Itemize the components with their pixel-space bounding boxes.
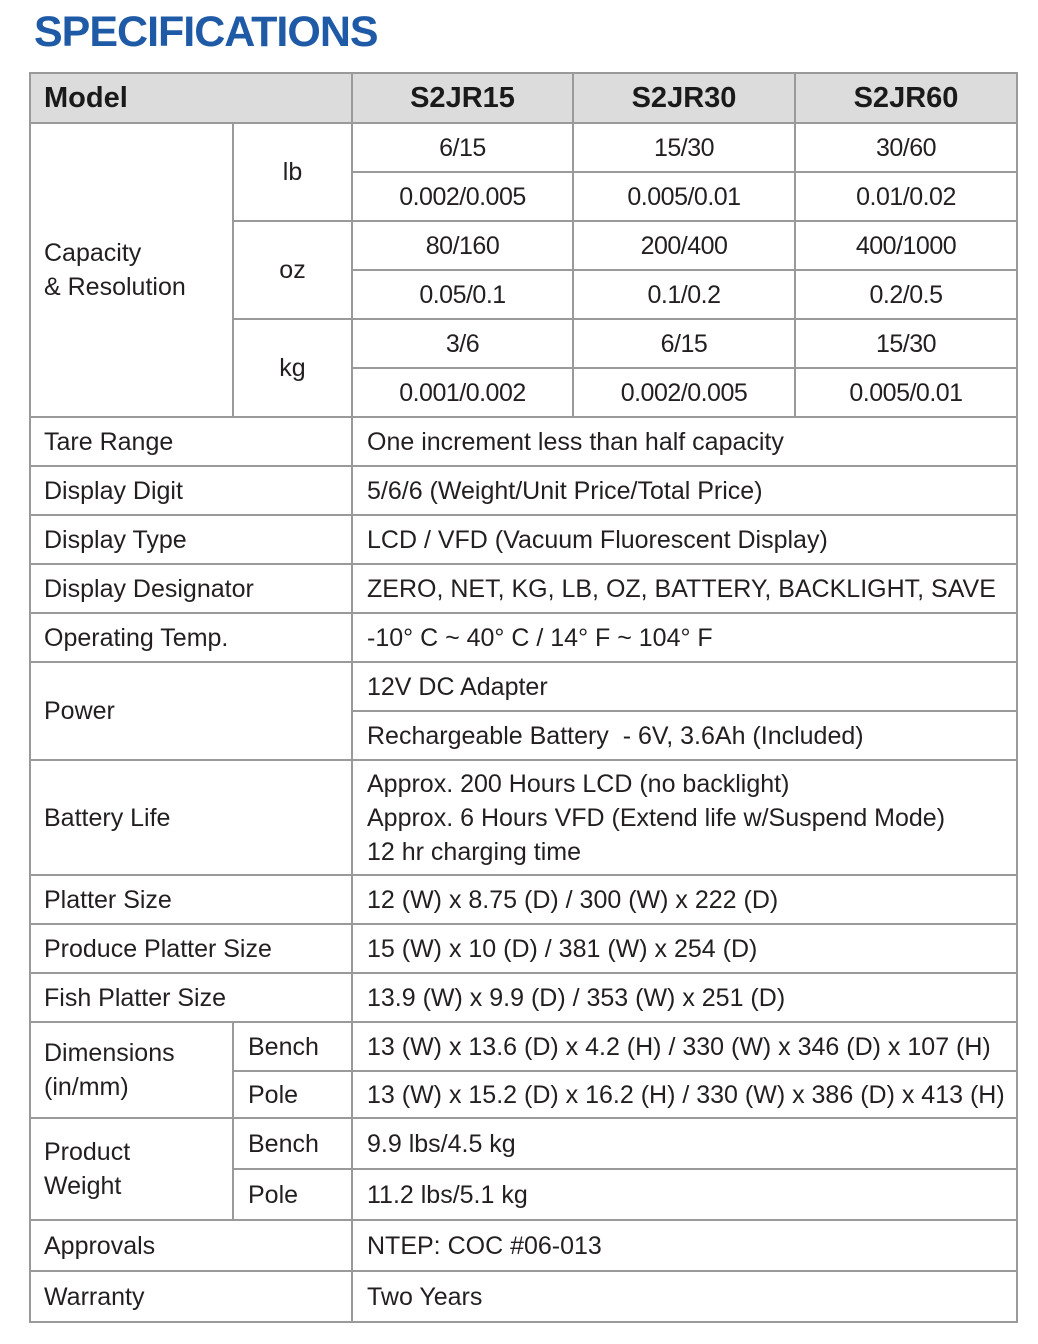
table-row xyxy=(30,760,1017,875)
table-row xyxy=(30,1118,1017,1169)
resolution-cell: 0.005/0.01 xyxy=(573,172,795,221)
resolution-cell: 0.2/0.5 xyxy=(795,270,1017,319)
table-row xyxy=(30,123,1017,172)
capacity-label-line2: & Resolution xyxy=(44,273,186,301)
resolution-cell: 0.002/0.005 xyxy=(352,172,573,221)
produce-platter-label: Produce Platter Size xyxy=(30,924,352,973)
dimensions-label-line2: (in/mm) xyxy=(44,1073,129,1101)
capacity-cell: 400/1000 xyxy=(795,221,1017,270)
power-value-battery: Rechargeable Battery - 6V, 3.6Ah (Included) xyxy=(352,711,1017,760)
table-row xyxy=(30,564,1017,613)
produce-platter-value: 15 (W) x 10 (D) / 381 (W) x 254 (D) xyxy=(352,924,1017,973)
product-weight-label-line2: Weight xyxy=(44,1172,122,1200)
product-weight-bench-label: Bench xyxy=(233,1118,352,1169)
header-model-s2jr30: S2JR30 xyxy=(573,73,795,123)
warranty-value: Two Years xyxy=(352,1271,1017,1322)
display-type-label: Display Type xyxy=(30,515,352,564)
battery-life-line: 12 hr charging time xyxy=(367,837,582,866)
dimensions-bench-label: Bench xyxy=(233,1022,352,1071)
table-header-row xyxy=(30,73,1017,123)
header-model-s2jr60: S2JR60 xyxy=(795,73,1017,123)
specifications-table xyxy=(29,72,1018,1323)
resolution-cell: 0.1/0.2 xyxy=(573,270,795,319)
battery-life-line: Approx. 6 Hours VFD (Extend life w/Suspend Mode) xyxy=(367,803,946,832)
battery-life-value xyxy=(352,760,1017,875)
platter-size-label: Platter Size xyxy=(30,875,352,924)
warranty-label: Warranty xyxy=(30,1271,352,1322)
table-row xyxy=(30,613,1017,662)
capacity-cell: 3/6 xyxy=(352,319,573,368)
operating-temp-value: -10° C ~ 40° C / 14° F ~ 104° F xyxy=(352,613,1017,662)
product-weight-pole-label: Pole xyxy=(233,1169,352,1220)
platter-size-value: 12 (W) x 8.75 (D) / 300 (W) x 222 (D) xyxy=(352,875,1017,924)
display-designator-value: ZERO, NET, KG, LB, OZ, BATTERY, BACKLIGHT, SAVE xyxy=(352,564,1017,613)
resolution-cell: 0.001/0.002 xyxy=(352,368,573,417)
display-digit-value: 5/6/6 (Weight/Unit Price/Total Price) xyxy=(352,466,1017,515)
fish-platter-label: Fish Platter Size xyxy=(30,973,352,1022)
resolution-cell: 0.01/0.02 xyxy=(795,172,1017,221)
capacity-label-line1: Capacity xyxy=(44,239,142,267)
table-row xyxy=(30,1220,1017,1271)
power-value-adapter: 12V DC Adapter xyxy=(352,662,1017,711)
unit-oz: oz xyxy=(233,221,352,319)
capacity-resolution-label xyxy=(30,123,233,417)
page-title: SPECIFICATIONS xyxy=(34,8,378,56)
header-model-label: Model xyxy=(30,73,352,123)
unit-lb: lb xyxy=(233,123,352,221)
power-label: Power xyxy=(30,662,352,760)
table-row xyxy=(30,875,1017,924)
resolution-cell: 0.05/0.1 xyxy=(352,270,573,319)
operating-temp-label: Operating Temp. xyxy=(30,613,352,662)
tare-range-label: Tare Range xyxy=(30,417,352,466)
resolution-cell: 0.005/0.01 xyxy=(795,368,1017,417)
fish-platter-value: 13.9 (W) x 9.9 (D) / 353 (W) x 251 (D) xyxy=(352,973,1017,1022)
capacity-cell: 6/15 xyxy=(573,319,795,368)
display-designator-label: Display Designator xyxy=(30,564,352,613)
battery-life-label: Battery Life xyxy=(30,760,352,875)
dimensions-pole-value: 13 (W) x 15.2 (D) x 16.2 (H) / 330 (W) x 386 (D) x 413 (H) xyxy=(352,1071,1017,1118)
approvals-value: NTEP: COC #06-013 xyxy=(352,1220,1017,1271)
table-row xyxy=(30,924,1017,973)
header-model-s2jr15: S2JR15 xyxy=(352,73,573,123)
table-row xyxy=(30,417,1017,466)
dimensions-pole-label: Pole xyxy=(233,1071,352,1118)
battery-life-line: Approx. 200 Hours LCD (no backlight) xyxy=(367,769,790,798)
table-row xyxy=(30,973,1017,1022)
dimensions-bench-value: 13 (W) x 13.6 (D) x 4.2 (H) / 330 (W) x 346 (D) x 107 (H) xyxy=(352,1022,1017,1071)
capacity-cell: 30/60 xyxy=(795,123,1017,172)
resolution-cell: 0.002/0.005 xyxy=(573,368,795,417)
approvals-label: Approvals xyxy=(30,1220,352,1271)
product-weight-bench-value: 9.9 lbs/4.5 kg xyxy=(352,1118,1017,1169)
capacity-cell: 6/15 xyxy=(352,123,573,172)
dimensions-label xyxy=(30,1022,233,1118)
table-row xyxy=(30,1022,1017,1071)
unit-kg: kg xyxy=(233,319,352,417)
capacity-cell: 80/160 xyxy=(352,221,573,270)
product-weight-label-line1: Product xyxy=(44,1138,131,1166)
table-row xyxy=(30,466,1017,515)
table-row xyxy=(30,662,1017,711)
product-weight-label xyxy=(30,1118,233,1220)
capacity-cell: 200/400 xyxy=(573,221,795,270)
display-type-value: LCD / VFD (Vacuum Fluorescent Display) xyxy=(352,515,1017,564)
tare-range-value: One increment less than half capacity xyxy=(352,417,1017,466)
product-weight-pole-value: 11.2 lbs/5.1 kg xyxy=(352,1169,1017,1220)
table-row xyxy=(30,515,1017,564)
capacity-cell: 15/30 xyxy=(573,123,795,172)
display-digit-label: Display Digit xyxy=(30,466,352,515)
dimensions-label-line1: Dimensions xyxy=(44,1039,175,1067)
table-row xyxy=(30,1271,1017,1322)
capacity-cell: 15/30 xyxy=(795,319,1017,368)
